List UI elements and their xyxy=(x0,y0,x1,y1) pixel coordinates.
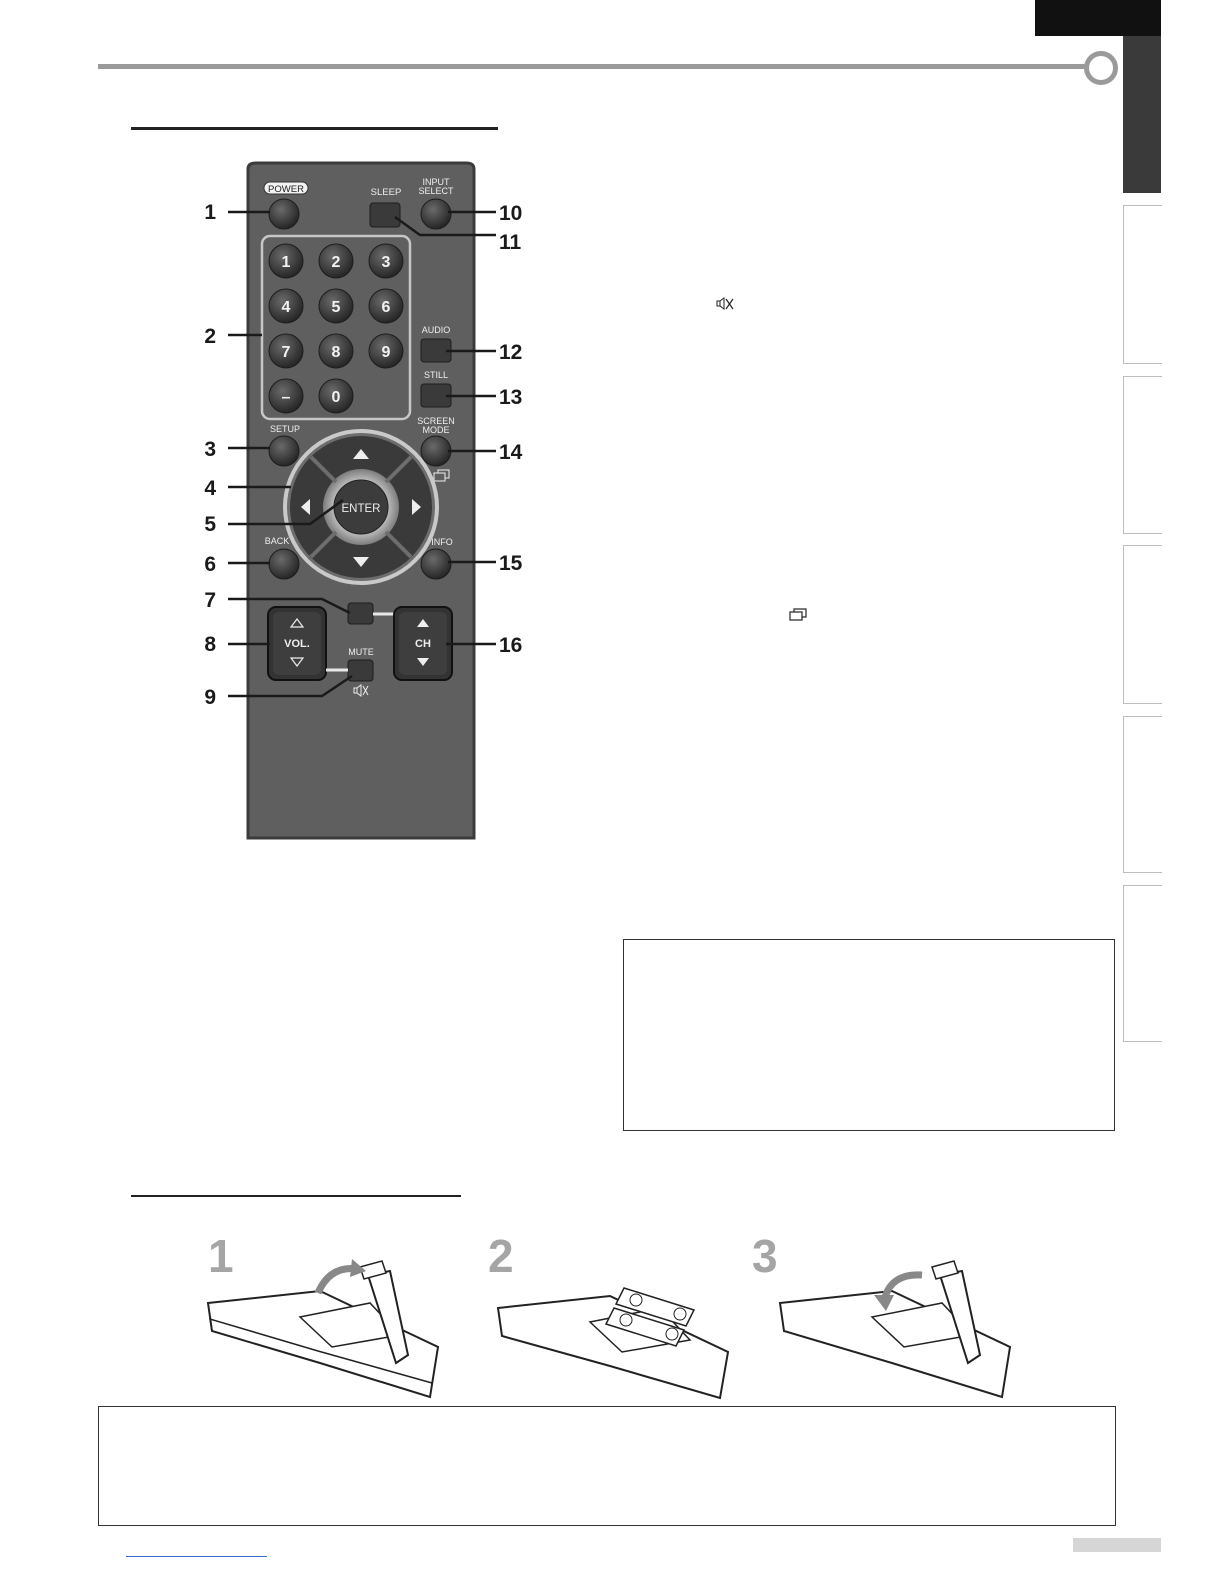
callout-number: 10 xyxy=(499,202,523,225)
input-select-button xyxy=(421,199,451,229)
screen-mode-label-line1: SCREEN xyxy=(417,416,455,426)
digit-button-label: 6 xyxy=(381,299,391,316)
page-number-bar xyxy=(1073,1538,1161,1552)
side-tab-current-chapter[interactable] xyxy=(1123,36,1161,193)
screen-mode-button xyxy=(421,436,451,466)
callout-number: 5 xyxy=(204,513,216,536)
callout-number: 8 xyxy=(204,633,216,656)
callout-number: 16 xyxy=(499,634,523,657)
digit-button-label: 8 xyxy=(331,344,341,361)
back-label: BACK xyxy=(264,536,290,546)
callout-number: 12 xyxy=(499,341,523,364)
digit-button-label: 2 xyxy=(331,254,341,271)
sleep-button xyxy=(370,203,400,227)
header-circle-ornament xyxy=(1084,51,1118,85)
side-tab-6[interactable] xyxy=(1123,885,1162,1042)
note-box xyxy=(623,939,1115,1131)
digit-button-label: 0 xyxy=(331,389,341,406)
section-heading-rule-batteries xyxy=(131,1195,461,1197)
digit-button-label: 7 xyxy=(281,344,291,361)
screen-mode-icon xyxy=(788,607,810,623)
callout-number: 13 xyxy=(499,386,523,409)
enter-label: ENTER xyxy=(341,503,381,515)
setup-label: SETUP xyxy=(269,424,301,434)
input-select-label-line2: SELECT xyxy=(418,186,454,196)
callout-number: 2 xyxy=(204,325,216,348)
ch-label: CH xyxy=(415,638,431,650)
setup-button xyxy=(269,436,299,466)
input-select-label-line1: INPUT xyxy=(422,177,450,187)
callout-number: 3 xyxy=(204,438,216,461)
digit-button-label: 4 xyxy=(281,299,291,316)
callout-number: 14 xyxy=(499,441,523,464)
footer-link-underline[interactable] xyxy=(126,1556,267,1557)
digit-button-label: 9 xyxy=(381,344,391,361)
still-label: STILL xyxy=(423,370,449,380)
back-button xyxy=(269,549,299,579)
callout-numbers-left xyxy=(204,201,216,709)
audio-label: AUDIO xyxy=(421,325,451,335)
battery-step-2-illustration xyxy=(490,1280,735,1400)
info-button xyxy=(421,549,451,579)
battery-step-3-illustration xyxy=(772,1255,1017,1403)
screen-mode-label-line2: MODE xyxy=(422,425,450,435)
callout-number: 1 xyxy=(204,201,216,224)
sleep-label: SLEEP xyxy=(370,187,402,198)
digit-button-label: 5 xyxy=(331,299,341,316)
side-tab-2[interactable] xyxy=(1123,205,1162,364)
battery-step-3-number: 3 xyxy=(752,1230,778,1282)
callout-numbers-right xyxy=(499,202,523,657)
mute-speaker-icon xyxy=(716,296,736,312)
digit-button-label: – xyxy=(281,389,291,406)
callout-number: 6 xyxy=(204,553,216,576)
callout-number: 7 xyxy=(204,589,216,612)
vol-label: VOL. xyxy=(284,638,310,650)
side-tab-3[interactable] xyxy=(1123,376,1162,534)
previous-channel-button xyxy=(348,603,373,624)
direction-pad xyxy=(285,431,437,583)
mute-button xyxy=(348,660,373,681)
battery-step-1-number: 1 xyxy=(208,1230,234,1282)
callout-number: 9 xyxy=(204,686,216,709)
callout-number: 15 xyxy=(499,552,523,575)
battery-step-2-number: 2 xyxy=(488,1230,514,1282)
info-label: INFO xyxy=(431,537,453,547)
digit-button-label: 1 xyxy=(281,254,291,271)
header-tab xyxy=(1035,0,1161,36)
digit-button-label: 3 xyxy=(381,254,391,271)
power-button xyxy=(269,199,299,229)
callout-number: 11 xyxy=(499,231,522,254)
remote-control-illustration xyxy=(190,155,540,840)
section-heading-rule-remote xyxy=(131,127,498,130)
header-rule xyxy=(98,64,1088,69)
power-label: POWER xyxy=(268,184,304,195)
battery-step-1-illustration xyxy=(200,1255,445,1403)
side-tab-5[interactable] xyxy=(1123,716,1162,873)
side-tab-4[interactable] xyxy=(1123,545,1162,704)
battery-note-box xyxy=(98,1406,1116,1526)
callout-number: 4 xyxy=(204,477,216,500)
mute-label: MUTE xyxy=(348,647,374,657)
